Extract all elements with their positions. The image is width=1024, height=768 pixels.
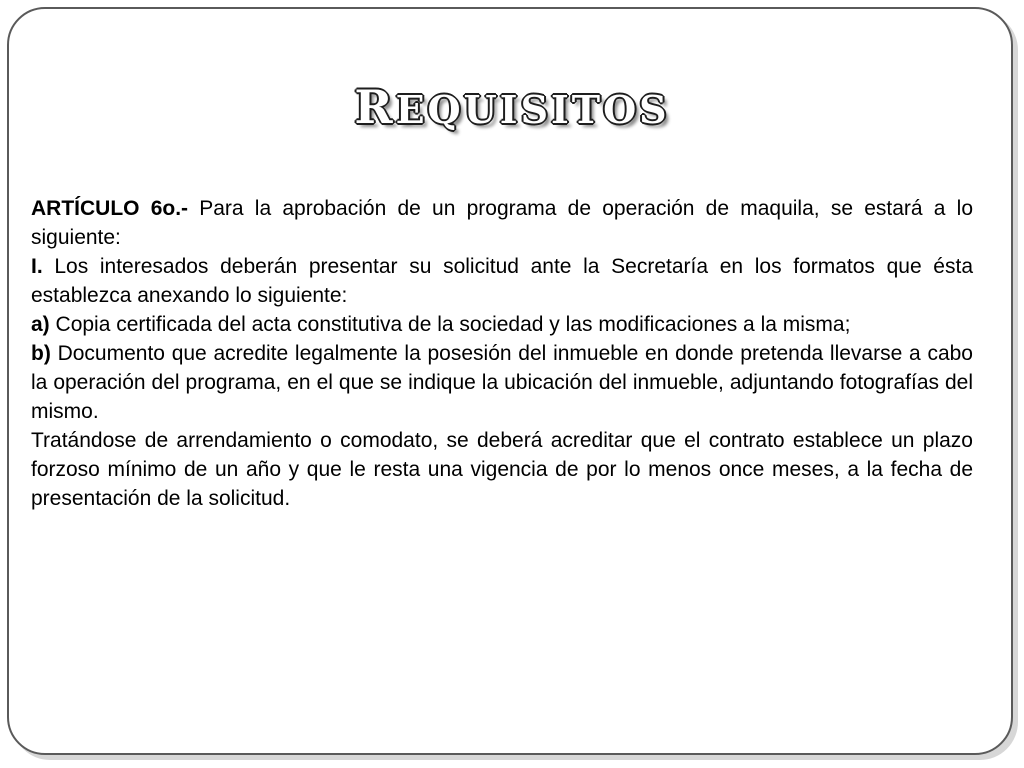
paragraph-inciso-b — [31, 339, 973, 426]
paragraph-inciso-a — [31, 310, 973, 339]
paragraph-lead: ARTÍCULO 6o.- — [31, 197, 189, 220]
slide-title — [0, 80, 1024, 134]
slide-body — [31, 194, 973, 513]
title-rest: EQUISITOS — [395, 87, 670, 132]
paragraph-lead: a) — [31, 313, 50, 336]
paragraph-lead: b) — [31, 342, 51, 365]
paragraph-text: Documento que acredite legalmente la posesión del inmueble en donde pretenda llevarse a cabo la operación del programa, en el que se indique la ubicación del inmueble, adjuntando fotografías del mismo. — [31, 342, 973, 423]
title-initial: R — [354, 80, 396, 134]
paragraph-text: Los interesados deberán presentar su solicitud ante la Secretaría en los formatos que ésta establezca anexando lo siguiente: — [31, 255, 973, 307]
paragraph-arrendamiento — [31, 426, 973, 513]
paragraph-fraccion-i — [31, 252, 973, 310]
paragraph-text: Para la aprobación de un programa de operación de maquila, se estará a lo siguiente: — [31, 197, 973, 249]
paragraph-text: Tratándose de arrendamiento o comodato, se deberá acreditar que el contrato establece un plazo forzoso mínimo de un año y que le resta una vigencia de por lo menos once meses, a la fecha de presentación de la solicitud. — [31, 429, 973, 510]
paragraph-lead: I. — [31, 255, 43, 278]
paragraph-articulo — [31, 194, 973, 252]
paragraph-text: Copia certificada del acta constitutiva de la sociedad y las modificaciones a la misma; — [49, 313, 851, 336]
